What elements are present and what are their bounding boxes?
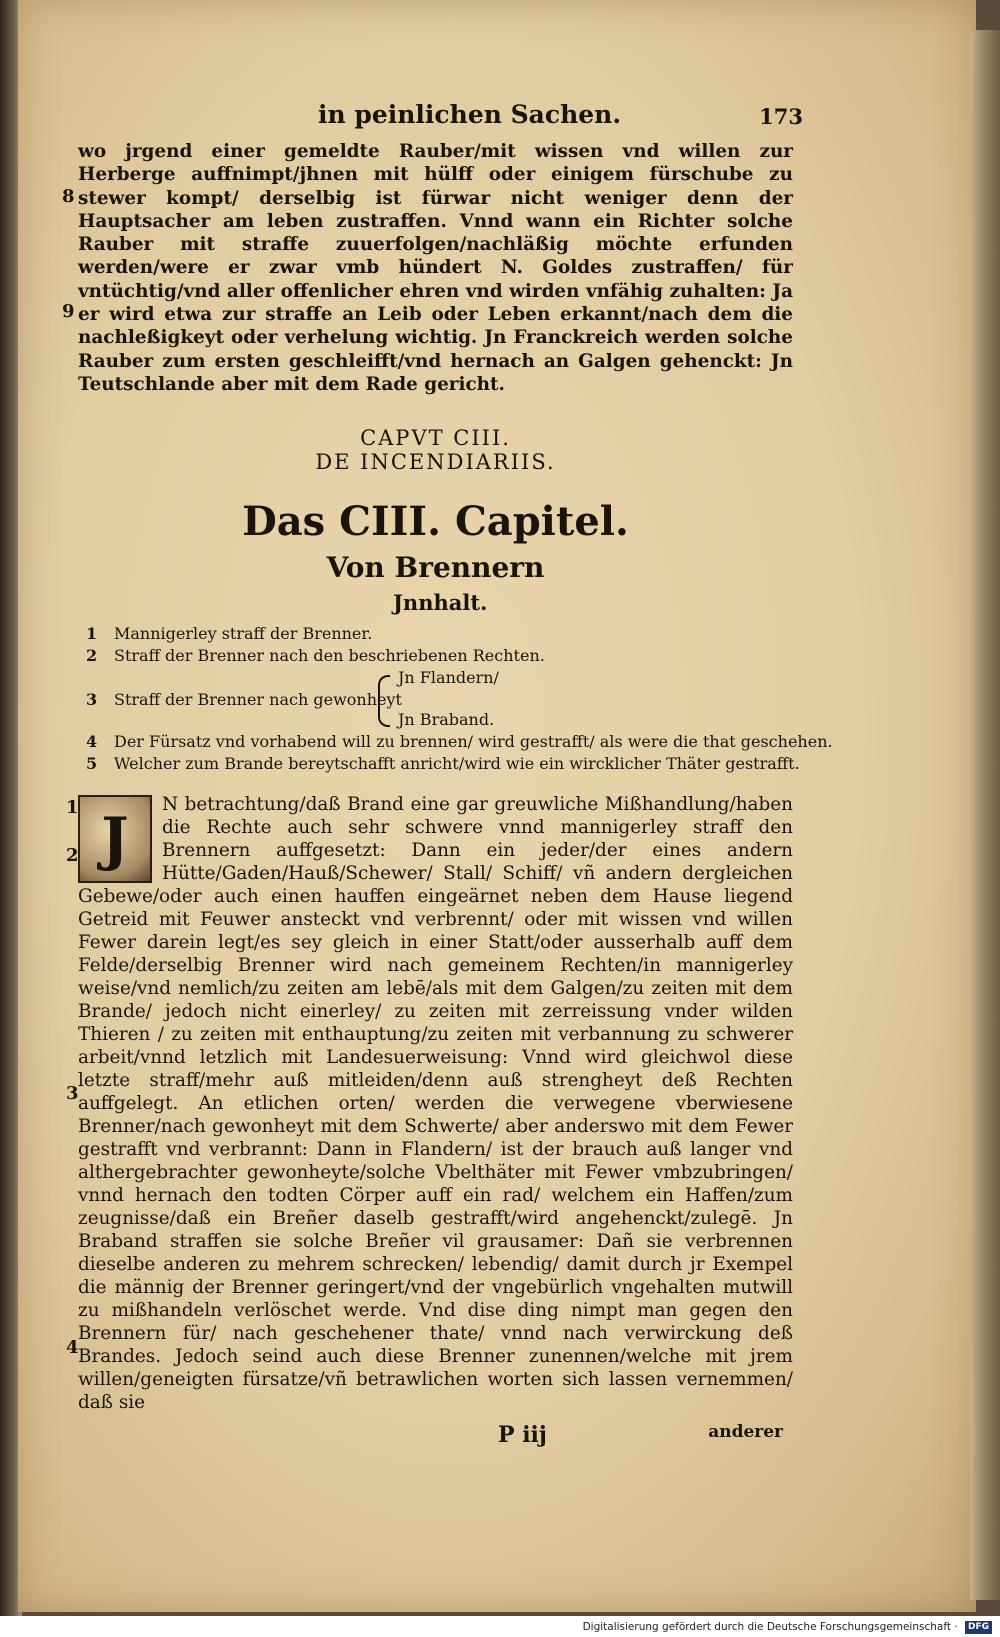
contents-item bbox=[78, 623, 793, 645]
body-paragraph-block bbox=[66, 793, 793, 1449]
chapter-subtitle: Von Brennern bbox=[326, 551, 545, 585]
contents-item bbox=[78, 645, 793, 667]
margin-number-3: 3 bbox=[66, 1083, 79, 1105]
contents-branch-option: Jn Flandern/ bbox=[398, 668, 499, 688]
running-title: in peinlichen Sachen. bbox=[318, 100, 622, 129]
contents-item-text: Mannigerley straff der Brenner. bbox=[114, 624, 373, 644]
margin-number-8: 8 bbox=[62, 186, 75, 207]
contents-item-text: Der Fürsatz vnd vorhabend will zu brennen/ wird gestrafft/ als were die that geschehen. bbox=[114, 732, 833, 752]
credit-text: Digitalisierung gefördert durch die Deutsche Forschungsgemeinschaft · bbox=[582, 1621, 958, 1633]
page-edges-right bbox=[970, 30, 1000, 1600]
catchword: anderer bbox=[708, 1422, 783, 1443]
contents-item-number: 1 bbox=[86, 624, 98, 644]
margin-number-9: 9 bbox=[62, 301, 75, 322]
chapter-title: Das CIII. Capitel. bbox=[242, 498, 629, 546]
top-paragraph: wo jrgend einer gemeldte Rauber/mit wissen vnd willen zur Herberge auffnimpt/jhnen mit hülff oder einigem fürschube zu stewer kompt/ derselbig ist fürwar nicht weniger denn der Hauptsacher am leben zustraffen. Vnnd wann ein Richter solche Rauber mit straffe zuuerfolgen/nachläßig möchte erfunden werden/were er zwar vmb hündert N. Goldes zustraffen/ für vntüchtig/vnd aller offenlicher ehren vnd wirden vnfähig zuhalten: Ja er wird etwa zur straffe an Leib oder Leben erkannt/nach dem die nachleßigkeyt oder verhelung wichtig. Jn Franckreich werden solche Rauber zum ersten geschleifft/vnd hernach an Galgen gehenckt: Jn Teutschlande aber mit dem Rade gericht. bbox=[78, 141, 793, 395]
contents-item-branch bbox=[78, 667, 793, 731]
contents-item-number: 4 bbox=[86, 732, 98, 752]
page-header bbox=[78, 100, 803, 140]
margin-number-4: 4 bbox=[66, 1337, 79, 1359]
margin-number-1: 1 bbox=[66, 797, 79, 819]
decorated-initial: J bbox=[78, 795, 152, 883]
page-text-block bbox=[62, 100, 833, 1449]
contents-item-number: 3 bbox=[86, 690, 98, 710]
contents-item-text: Straff der Brenner nach gewonheyt bbox=[114, 690, 402, 710]
page-number: 173 bbox=[759, 104, 803, 129]
contents-item-text: Straff der Brenner nach den beschriebenen Rechten. bbox=[114, 646, 545, 666]
book-page bbox=[18, 0, 976, 1612]
caput-latin-line1: CAPVT CIII. bbox=[360, 426, 511, 451]
digitization-credit bbox=[0, 1618, 992, 1637]
contents-item bbox=[78, 753, 800, 775]
margin-number-2: 2 bbox=[66, 845, 79, 867]
contents-list bbox=[78, 623, 833, 775]
contents-branch-option: Jn Braband. bbox=[398, 710, 495, 730]
contents-heading: Jnnhalt. bbox=[393, 590, 488, 616]
contents-item-text: Welcher zum Brande bereytschafft anricht/wird wie ein wircklicher Thäter gestrafft. bbox=[114, 754, 800, 774]
page-footer bbox=[78, 1422, 793, 1448]
dfg-logo: DFG bbox=[965, 1621, 992, 1634]
curly-brace-icon bbox=[378, 675, 390, 727]
contents-item-number: 5 bbox=[86, 754, 98, 774]
caput-latin-line2: DE INCENDIARIIS. bbox=[315, 450, 556, 475]
contents-item-number: 2 bbox=[86, 646, 98, 666]
top-paragraph-block bbox=[62, 140, 793, 396]
signature-mark: P iij bbox=[498, 1422, 547, 1449]
contents-item bbox=[78, 731, 833, 753]
body-paragraph: N betrachtung/daß Brand eine gar greuwliche Mißhandlung/haben die Rechte auch sehr schwere vnnd mannigerley straff den Brennern auffgesetzt: Dann ein jeder/der eines andern Hütte/Gaden/Hauß/Schewer/ Stall/ Schiff/ vñ andern dergleichen Gebewe/oder auch einen hauffen eingeärnet neben dem Hause liegend Getreid mit Feuwer ansteckt vnd verbrennt/ oder mit wissen vnd willen Fewer darein legt/es sey gleich in einer Statt/oder ausserhalb auff dem Felde/derselbig Brenner wird nach gemeinem Rechten/in mannigerley weise/vnd nemlich/zu zeiten am lebē/als mit dem Galgen/zu zeiten mit dem Brande/ jedoch nicht einerley/ zu zeiten mit zerreissung vnder wilden Thieren / zu zeiten mit enthauptung/zu zeiten mit verbannung zu schwerer arbeit/vnnd letzlich mit Landesuerweisung: Vnnd wird gleichwol diese letzte straff/mehr auß mitleiden/denn auß strengheyt deß Rechten auffgelegt. An etlichen orten/ werden die verwegene vberwiesene Brenner/nach gewonheyt mit dem Schwerte/ aber anderswo mit dem Fewer gestrafft vnd verbrannt: Dann in Flandern/ ist der brauch auß langer vnd althergebrachter gewonheyte/solche Vbelthäter mit Fewer vmbzubringen/ vnnd hernach den todten Cörper auff ein rad/ welchem ein Haffen/zum zeugnisse/daß ein Breñer daselb gestrafft/wird angehenckt/zulegē. Jn Braband straffen sie solche Breñer vil grausamer: Dañ sie verbrennen dieselbe anderen zu mehrem schrecken/ lebendig/ damit durch jr Exempel die männig der Brenner geringert/vnd der vngebürlich vngehalten mutwill zu mißhandeln verlöschet werde. Vnd dise ding nimpt man gegen den Brennern für/ nach geschehener thate/ vnnd nach verwirckung deß Brandes. Jedoch seind auch diese Brenner zunennen/welche mit jrem willen/geneigten fürsatze/vñ betrawlichen worten sich lassen vernemmen/ daß sie bbox=[78, 794, 793, 1414]
